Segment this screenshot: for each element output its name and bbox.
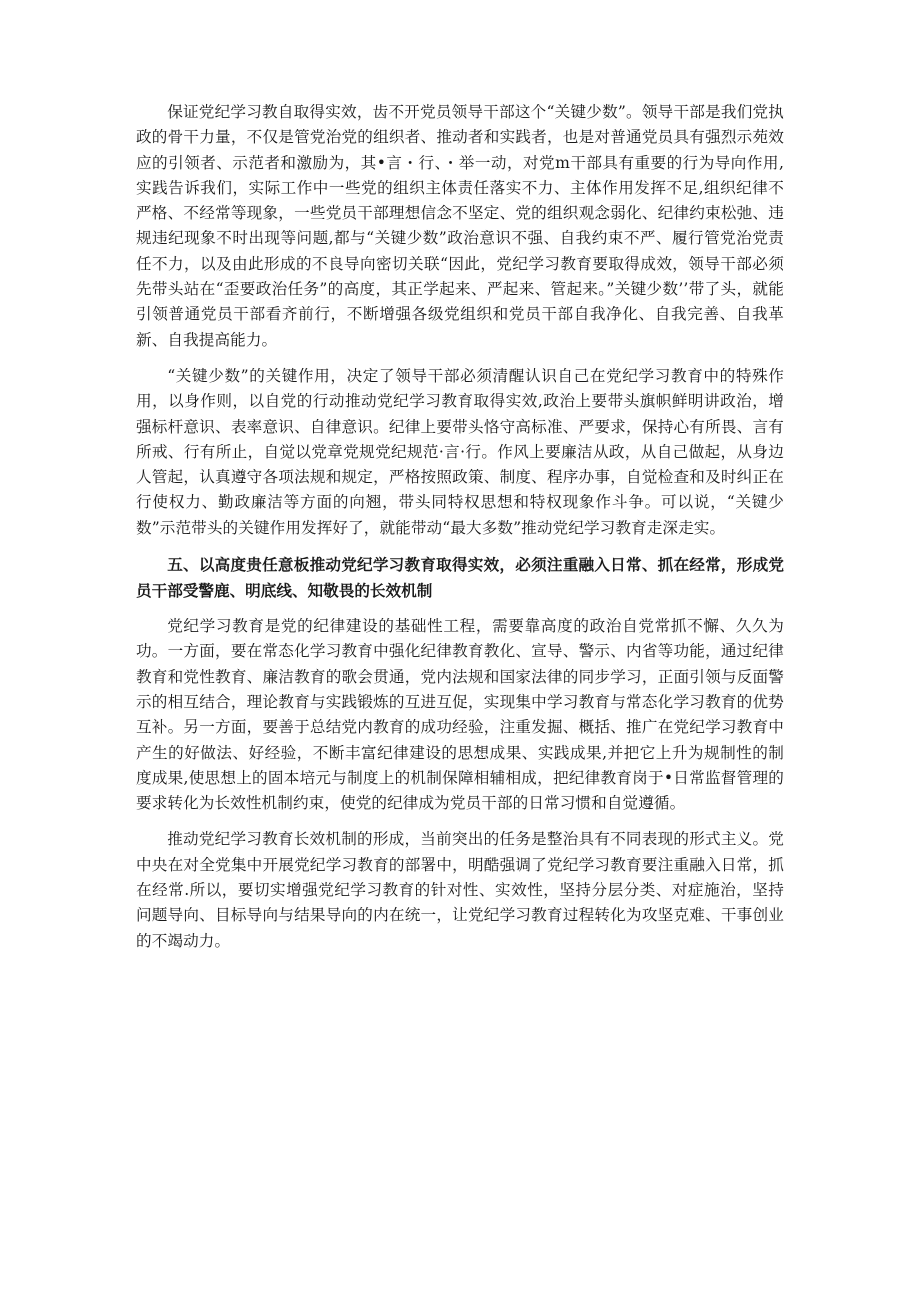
paragraph-long-term-mechanism: 推动党纪学习教育长效机制的形成，当前突出的任务是整治具有不同表现的形式主义。党中央在对全党集中开展党纪学习教育的部署中，明酷强调了党纪学习教育要注重融入日常，抓在经常.所以，要切实增强党纪学习教育的针对性、实效性，坚持分层分类、对症施治，坚持问题导向、目标导向与结果导向的内在统一，让党纪学习教育过程转化为攻坚克难、干事创业的不竭动力。 — [136, 830, 784, 950]
document-body — [136, 100, 784, 954]
paragraph-key-minority: 保证党纪学习教自取得实效，齿不开党员领导干部这个“关键少数”。领导干部是我们党执政的骨干力量，不仅是管党治党的组织者、推动者和实践者，也是对普通党员具有强烈示苑效应的引领者、示范者和激励为，其•言・行、・举一动，对党m干部具有重要的行为导向作用,实践告诉我们，实际工作中一些党的组织主体责任落实不力、主体作用发挥不足,组织纪律不严格、不经常等现象，一些党员干部理想信念不坚定、党的组织观念弱化、纪律约束松弛、违规违纪现象不时出现等问题,都与“关键少数”政治意识不强、自我约束不严、履行管党治党责任不力，以及由此形成的不良导向密切关联“因此，党纪学习教育要取得成效，领导干部必须先带头站在“歪要政治任务”的高度，其正学起来、严起来、管起来。”关键少数’’带了头，就能引领普通党员干部看齐前行，不断增强各级党组织和党员干部自我净化、自我完善、自我革新、自我提高能力。 — [136, 103, 784, 349]
paragraph-key-role: “关键少数”的关键作用，决定了领导干部必须清醒认识自己在党纪学习教育中的特殊作用，以身作则，以自党的行动推动党纪学习教育取得实效,政治上要带头旗帜鲜明讲政治，增强标杆意识、表率意识、自律意识。纪律上要带头恪守高标准、严要求，保持心有所畏、言有所戒、行有所止，自觉以党章党规党纪规范·言·行。作风上要廉洁从政，从自己做起，从身边人管起，认真遵守各项法规和规定，严格按照政策、制度、程序办事，自觉检查和及时纠正在行使权力、勤政廉洁等方面的向翘，带头同特权思想和特权现象作斗争。可以说，“关键少数”示范带头的关键作用发挥好了，就能带动“最大多数”推动党纪学习教育走深走实。 — [136, 366, 784, 537]
section-heading-five: 五、以高度贵任意板推动党纪学习教育取得实效，必须注重融入日常、抓在经常，形成党员干部受警鹿、明底线、知敬畏的长效机制 — [136, 556, 784, 601]
paragraph-basic-project: 党纪学习教育是党的纪律建设的基础性工程，需要靠高度的政治自党常抓不懈、久久为功。一方面，要在常态化学习教育中强化纪律教育教化、宣导、警示、内省等功能，通过纪律教育和党性教育、廉洁教育的歌会贯通，党内法规和国家法律的同步学习，正面引领与反面警示的相互结合，理论教育与实践锻炼的互进互促，实现集中学习教育与常态化学习教育的优势互补。另一方面，要善于总结党内教育的成功经验，注重发掘、概括、推广在党纪学习教育中产生的好做法、好经验，不断丰富纪律建设的思想成果、实践成果,并把它上升为规制性的制度成果,使思想上的固本培元与制度上的机制保障相辅相成，把纪律教育岗于•日常监督管理的要求转化为长效性机制约束，使党的纪律成为党员干部的日常习惯和自觉遵循。 — [136, 617, 784, 813]
